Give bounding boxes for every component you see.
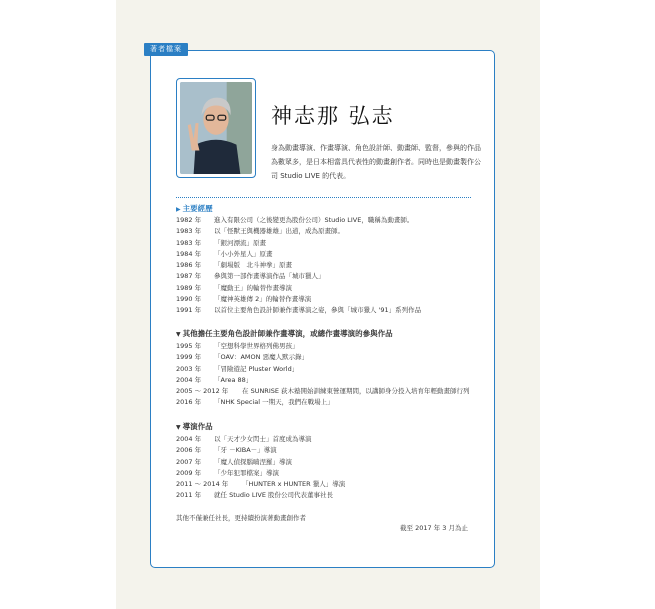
list-item (176, 490, 345, 501)
item-year: 1987 年 (176, 272, 202, 281)
list-item (176, 364, 470, 375)
list-item (176, 479, 345, 490)
item-text: 在 SUNRISE 荻木塾開始訓練東營運期間，以講師身分投入培育年輕動畫師行列 (242, 387, 470, 396)
as-of-date: 截至 2017 年 3 月為止 (400, 524, 468, 532)
list-item (176, 468, 345, 479)
list-item (176, 294, 421, 305)
career-heading (176, 203, 213, 214)
list-item (176, 238, 421, 249)
list-item (176, 434, 345, 445)
dotted-divider (176, 197, 471, 198)
item-text: 「冒險遊記 Pluster World」 (214, 364, 299, 373)
directing-list (176, 434, 345, 502)
author-intro: 身為動畫導演、作畫導演、角色設計師、動畫師、監督，參與的作品為數眾多，是日本相當具代表性的動畫創作者。同時也是動畫製作公司 Studio LIVE 的代表。 (271, 144, 481, 180)
author-photo (180, 82, 252, 174)
list-item (176, 283, 421, 294)
list-item (176, 271, 421, 282)
item-text: 「魔動王」的輪替作畫導演 (214, 283, 292, 292)
list-item (176, 375, 470, 386)
item-text: 「少年犯罪檔案」導演 (214, 468, 279, 477)
list-item (176, 457, 345, 468)
item-text: 參與第一部作畫導演作品「城市獵人」 (214, 272, 325, 281)
list-item (176, 352, 470, 363)
item-year: 1991 年 (176, 306, 202, 315)
item-text: 「NHK Special 一期天，我們在戰場上」 (214, 398, 334, 407)
list-item (176, 305, 421, 316)
list-item (176, 341, 470, 352)
item-year: 1990 年 (176, 295, 202, 304)
author-name: 神志那 弘志 (271, 104, 395, 128)
list-item (176, 260, 421, 271)
career-list (176, 215, 421, 317)
item-text: 「HUNTER x HUNTER 獵人」導演 (242, 480, 346, 489)
triangle-right-icon: ▶ (176, 206, 181, 213)
item-year: 2016 年 (176, 398, 202, 407)
item-text: 「銀河漂流」原畫 (214, 238, 266, 247)
directing-heading-label: 導演作品 (182, 422, 213, 431)
item-text: 「牙 －KIBA－」導演 (214, 446, 277, 455)
author-portrait-image (180, 82, 252, 174)
item-year: 1983 年 (176, 238, 202, 247)
directing-heading (176, 421, 213, 432)
item-year: 1986 年 (176, 261, 202, 270)
item-text: 「劇場版 北斗神拳」原畫 (214, 261, 292, 270)
item-text: 進入有限公司（之後變更為股份公司）Studio LIVE，職稱為動畫師。 (214, 216, 414, 224)
item-text: 「魔神英雄傳 2」的輪替作畫導演 (214, 295, 312, 304)
list-item (176, 215, 421, 226)
item-text: 「OAV：AMON 惡魔人默示錄」 (214, 353, 309, 362)
item-year: 2011 ～ 2014 年 (176, 480, 229, 489)
author-photo-frame (176, 78, 256, 178)
career-heading-label: 主要經歷 (182, 204, 213, 213)
item-text: 「魔人偵探腦嚙涅羅」導演 (214, 457, 292, 466)
item-year: 2009 年 (176, 468, 202, 477)
item-year: 1995 年 (176, 342, 202, 350)
triangle-down-icon: ▼ (176, 424, 181, 431)
works-list (176, 341, 470, 409)
item-year: 2005 ～ 2012 年 (176, 387, 229, 396)
item-year: 2007 年 (176, 457, 202, 466)
item-year: 2006 年 (176, 446, 202, 455)
item-text: 以「天才少女閃士」首度成為導演 (214, 435, 312, 443)
list-item (176, 226, 421, 237)
list-item (176, 397, 470, 408)
item-year: 1982 年 (176, 216, 202, 224)
item-year: 2011 年 (176, 491, 202, 500)
item-text: 「Area 88」 (214, 375, 253, 384)
item-year: 1989 年 (176, 283, 202, 292)
list-item (176, 445, 345, 456)
works-heading (176, 328, 393, 339)
section-tag: 著者檔案 (144, 43, 188, 56)
item-text: 就任 Studio LIVE 股份公司代表董事社長 (214, 491, 333, 500)
item-text: 「小小外星人」原畫 (214, 249, 273, 258)
item-year: 1984 年 (176, 249, 202, 258)
list-item (176, 249, 421, 260)
item-text: 以首位主要角色設計師兼作畫導演之姿，參與「城市獵人 '91」系列作品 (214, 306, 422, 315)
item-year: 2003 年 (176, 364, 202, 373)
item-text: 「空想科學世界格列佛男孩」 (214, 342, 299, 350)
item-text: 以「怪獸王與機器雄雄」出道，成為原畫師。 (214, 227, 344, 236)
triangle-down-icon: ▼ (176, 331, 181, 338)
item-year: 2004 年 (176, 435, 202, 443)
closing-note: 其他不僅兼任社長，更持續扮演著動畫創作者 (176, 514, 306, 522)
list-item (176, 386, 470, 397)
item-year: 2004 年 (176, 375, 202, 384)
item-year: 1983 年 (176, 227, 202, 236)
item-year: 1999 年 (176, 353, 202, 362)
works-heading-label: 其他擔任主要角色設計師兼作畫導演，或總作畫導演的參與作品 (182, 329, 393, 338)
